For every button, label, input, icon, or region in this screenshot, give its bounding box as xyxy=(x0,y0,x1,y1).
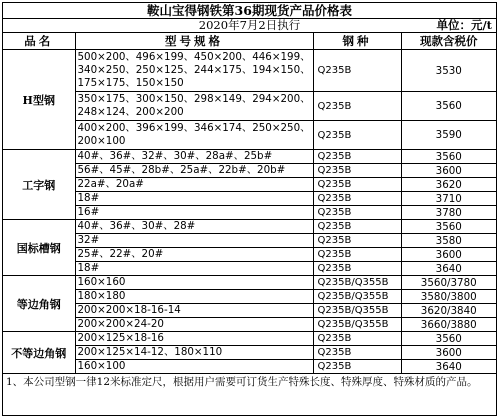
table-row xyxy=(3,121,496,150)
category-i-beam: 工字钢 xyxy=(3,150,75,220)
material-cell: Q235B xyxy=(313,248,401,262)
spec-cell: 40#、36#、30#、28# xyxy=(75,220,313,234)
price-cell: 3580/3800 xyxy=(401,290,496,304)
spec-cell: 160×160 xyxy=(75,276,313,290)
material-cell: Q235B xyxy=(313,50,401,92)
table-row xyxy=(3,262,496,276)
spec-cell: 25#、22#、20# xyxy=(75,248,313,262)
price-cell: 3560/3780 xyxy=(401,276,496,290)
material-cell: Q235B/Q355B xyxy=(313,290,401,304)
material-cell: Q235B/Q355B xyxy=(313,276,401,290)
table-row xyxy=(3,276,496,290)
table-row xyxy=(3,290,496,304)
material-cell: Q235B xyxy=(313,262,401,276)
material-cell: Q235B xyxy=(313,360,401,374)
table-row xyxy=(3,206,496,220)
table-row xyxy=(3,150,496,164)
category-h-beam: H型钢 xyxy=(3,50,75,150)
spec-cell: 16# xyxy=(75,206,313,220)
spec-cell: 200×200×18-16-14 xyxy=(75,304,313,318)
spec-cell: 40#、36#、32#、30#、28a#、25b# xyxy=(75,150,313,164)
material-cell: Q235B/Q355B xyxy=(313,304,401,318)
spec-cell: 160×100 xyxy=(75,360,313,374)
price-cell: 3560 xyxy=(401,92,496,121)
material-cell: Q235B xyxy=(313,121,401,150)
price-cell: 3640 xyxy=(401,262,496,276)
price-cell: 3600 xyxy=(401,248,496,262)
table-row xyxy=(3,304,496,318)
table-row xyxy=(3,220,496,234)
spec-cell: 18# xyxy=(75,262,313,276)
price-cell: 3590 xyxy=(401,121,496,150)
material-cell: Q235B xyxy=(313,234,401,248)
category-unequal-angle: 不等边角钢 xyxy=(3,332,75,374)
spec-cell: 32# xyxy=(75,234,313,248)
spec-cell: 400×200、396×199、346×174、250×250、200×100 xyxy=(75,121,313,150)
spec-cell: 22a#、20a# xyxy=(75,178,313,192)
spec-cell: 180×180 xyxy=(75,290,313,304)
price-table xyxy=(3,33,496,388)
material-cell: Q235B xyxy=(313,192,401,206)
price-cell: 3580 xyxy=(401,234,496,248)
spec-cell: 200×200×24-20 xyxy=(75,318,313,332)
table-row xyxy=(3,192,496,206)
material-cell: Q235B xyxy=(313,178,401,192)
table-row xyxy=(3,360,496,374)
price-cell: 3660/3880 xyxy=(401,318,496,332)
header-category: 品名 xyxy=(3,33,75,50)
price-cell: 3710 xyxy=(401,192,496,206)
subtitle-row xyxy=(3,19,496,33)
spec-cell: 56#、45#、28b#、25a#、22b#、20b# xyxy=(75,164,313,178)
table-row xyxy=(3,248,496,262)
material-cell: Q235B xyxy=(313,346,401,360)
price-sheet xyxy=(2,2,497,416)
spec-cell: 200×125×18-16 xyxy=(75,332,313,346)
spec-cell: 200×125×14-12、180×110 xyxy=(75,346,313,360)
material-cell: Q235B/Q355B xyxy=(313,318,401,332)
material-cell: Q235B xyxy=(313,164,401,178)
material-cell: Q235B xyxy=(313,92,401,121)
material-cell: Q235B xyxy=(313,220,401,234)
price-cell: 3640 xyxy=(401,360,496,374)
header-spec: 型号规格 xyxy=(75,33,313,50)
unit-label: 单位：元/t xyxy=(436,18,492,32)
category-equal-angle: 等边角钢 xyxy=(3,276,75,332)
table-row xyxy=(3,346,496,360)
price-cell: 3600 xyxy=(401,164,496,178)
header-row xyxy=(3,33,496,50)
price-cell: 3620 xyxy=(401,178,496,192)
header-price: 现款含税价 xyxy=(401,33,496,50)
price-cell: 3530 xyxy=(401,50,496,92)
sheet-title: 鞍山宝得钢铁第36期现货产品价格表 xyxy=(3,3,496,19)
table-row xyxy=(3,318,496,332)
note-row xyxy=(3,374,496,389)
effective-date: 2020年7月2日执行 xyxy=(198,18,301,32)
spec-cell: 18# xyxy=(75,192,313,206)
table-row xyxy=(3,234,496,248)
price-cell: 3560 xyxy=(401,332,496,346)
table-row xyxy=(3,92,496,121)
price-cell: 3620/3840 xyxy=(401,304,496,318)
table-row xyxy=(3,332,496,346)
price-cell: 3560 xyxy=(401,220,496,234)
table-row xyxy=(3,178,496,192)
spec-cell: 350×175、300×150、298×149、294×200、248×124、200×200 xyxy=(75,92,313,121)
footnote: 1、本公司型钢一律12米标准定尺，根据用户需要可订货生产特殊长度、特殊厚度、特殊材质的产品。 xyxy=(3,374,496,389)
table-row xyxy=(3,164,496,178)
material-cell: Q235B xyxy=(313,206,401,220)
price-cell: 3780 xyxy=(401,206,496,220)
material-cell: Q235B xyxy=(313,150,401,164)
category-channel-steel: 国标槽钢 xyxy=(3,220,75,276)
header-material: 钢种 xyxy=(313,33,401,50)
material-cell: Q235B xyxy=(313,332,401,346)
table-row xyxy=(3,50,496,92)
price-cell: 3560 xyxy=(401,150,496,164)
price-cell: 3600 xyxy=(401,346,496,360)
spec-cell: 500×200、496×199、450×200、446×199、340×250、250×125、244×175、194×150、175×175、150×150 xyxy=(75,50,313,92)
